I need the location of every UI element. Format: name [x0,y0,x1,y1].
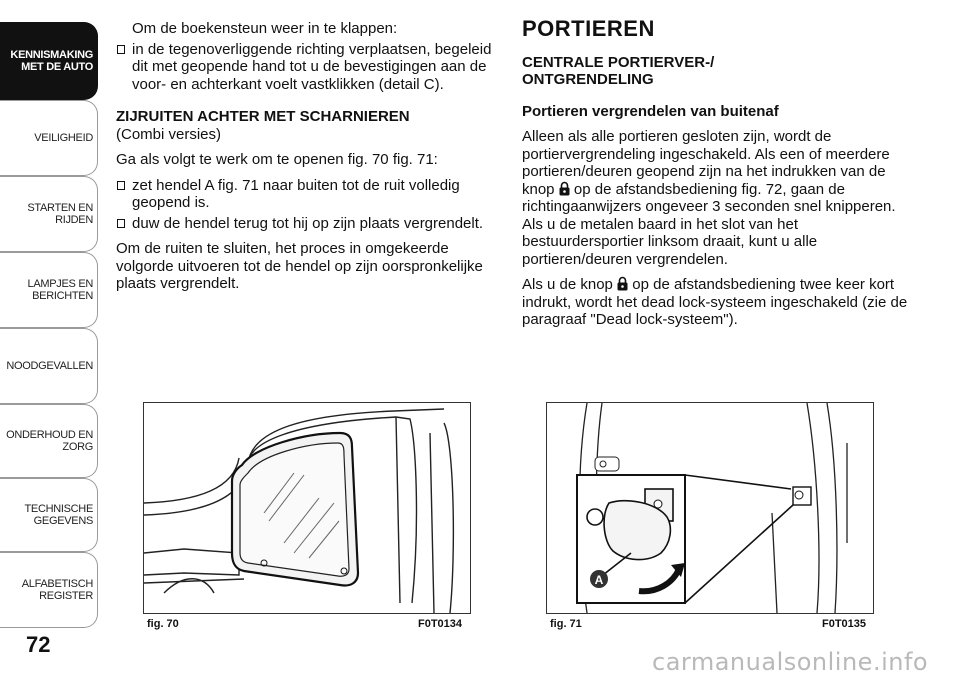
sidebar-tab-kennismaking[interactable] [0,22,98,100]
bullet-item: in de tegenoverliggende richting verplaatsen, begeleid dit met geopende hand tot u de bevestigingen aan de voor- en achterkant voelt vastklikken (detail C). [116,41,498,94]
paragraph: Om de ruiten te sluiten, het proces in omgekeerde volgorde uitvoeren tot de hendel op zijn oorspronkelijke plaats vergrendelt. [116,240,483,292]
bullet-item: zet hendel A fig. 71 naar buiten tot de ruit volledig geopend is. [116,177,498,212]
rear-side-window-illustration [144,403,470,613]
section-heading: ZIJRUITEN ACHTER MET SCHARNIEREN [116,108,410,125]
paragraph [522,128,912,268]
window-latch-illustration [547,403,873,613]
watermark: carmanualsonline.info [652,648,929,676]
sidebar-tab-label: LAMPJES EN BERICHTEN [27,278,93,302]
sidebar-tab-label: ONDERHOUD EN ZORG [6,429,93,453]
sidebar-tab-label: NOODGEVALLEN [6,360,93,372]
sidebar-tab-label: VEILIGHEID [34,132,93,144]
page-number: 72 [26,632,51,657]
figure-caption: fig. 70 [147,618,179,630]
callout-label: A [594,573,604,587]
figure-caption: fig. 71 [550,618,582,630]
section-subheading: Portieren vergrendelen van buitenaf [522,102,779,120]
paragraph-text: Alleen als alle portieren gesloten zijn, wordt de portiervergrendeling ingeschakeld. Als een of meerdere portieren/deuren geopend zijn na het indrukken van de knop [522,128,890,198]
sidebar-tab-starten[interactable] [0,176,98,252]
intro-text: Om de boekensteun weer in te klappen: [132,20,398,37]
sidebar-tab-register[interactable] [0,552,98,628]
sidebar-tab-label: ALFABETISCH REGISTER [21,578,93,602]
sidebar-tab-label: TECHNISCHE GEGEVENS [24,503,93,527]
left-column [116,20,498,301]
section-heading: CENTRALE PORTIERVER-/ ONTGRENDELING [522,53,715,88]
figure-code: F0T0134 [418,618,463,630]
figure-70 [143,402,471,614]
bullet-item: duw de hendel terug tot hij op zijn plaats vergrendelt. [116,215,498,233]
lock-icon [617,276,628,291]
right-column [522,16,912,337]
sidebar-tab-veiligheid[interactable] [0,100,98,176]
sidebar-tab-technische[interactable] [0,478,98,552]
paragraph-text: op de afstandsbediening twee keer kort indrukt, wordt het dead lock-systeem ingeschakeld (zie de paragraaf "Dead lock-systeem"). [522,276,908,328]
sidebar-tab-onderhoud[interactable] [0,404,98,478]
sidebar-tab-lampjes[interactable] [0,252,98,328]
paragraph [522,276,912,329]
sidebar-tab-noodgevallen[interactable] [0,328,98,404]
paragraph-text: op de afstandsbediening fig. 72, gaan de richtingaanwijzers ongeveer 3 seconden snel knipperen. Als u de metalen baard in het slot van het bestuurdersportier linksom draait, kunt u alle portieren/deuren vergrendelen. [522,180,896,268]
sidebar-tab-label: STARTEN EN RIJDEN [27,202,93,226]
figure-code: F0T0135 [822,618,867,630]
paragraph: Ga als volgt te werk om te openen fig. 70 fig. 71: [116,151,438,168]
figure-71 [546,402,874,614]
sidebar-tab-label: KENNISMAKING MET DE AUTO [10,49,93,73]
lock-icon [559,181,570,196]
section-subheading: (Combi versies) [116,125,222,143]
page-title: PORTIEREN [522,16,655,41]
paragraph-text: Als u de knop [522,276,613,293]
